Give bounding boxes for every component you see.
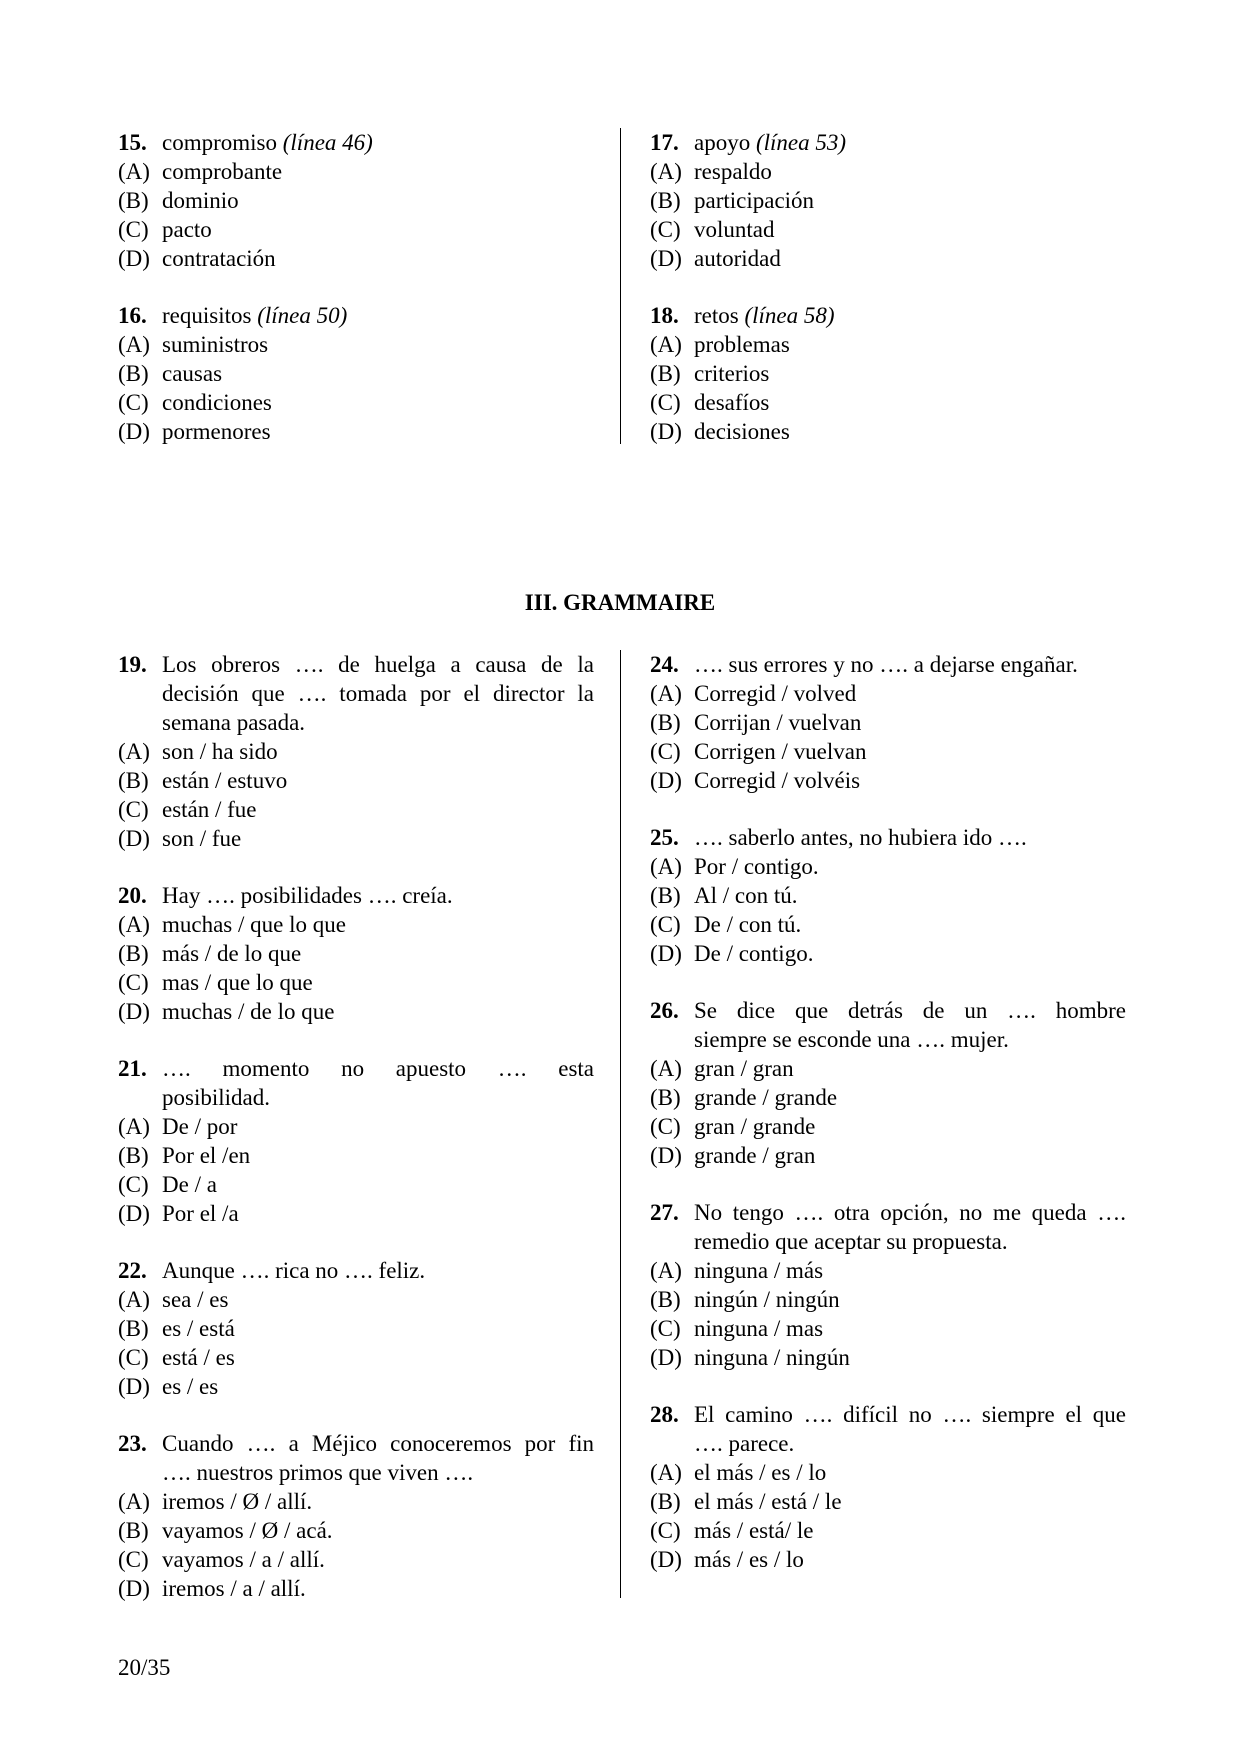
option-line — [650, 330, 1126, 359]
question-number: 28. — [650, 1402, 679, 1427]
option-line — [650, 881, 1126, 910]
option-text: gran / gran — [694, 1056, 794, 1081]
option-line — [650, 1343, 1126, 1372]
option-letter: (C) — [118, 797, 149, 822]
section-title: III. GRAMMAIRE — [524, 590, 716, 615]
question-text — [162, 128, 594, 157]
question-stem-line — [650, 1025, 1126, 1054]
option-text: iremos / Ø / allí. — [162, 1489, 313, 1514]
question-word: compromiso — [162, 130, 277, 155]
option-line — [650, 1083, 1126, 1112]
option-line — [118, 1545, 594, 1574]
option-text: ninguna / mas — [694, 1316, 824, 1341]
option-letter: (D) — [118, 419, 150, 444]
option-letter: (D) — [118, 1201, 150, 1226]
option-line — [118, 388, 594, 417]
option-letter: (C) — [118, 1345, 149, 1370]
question-text: Aunque …. rica no …. feliz. — [162, 1258, 426, 1283]
option-text: autoridad — [694, 246, 781, 271]
question-number: 22. — [118, 1258, 147, 1283]
option-line — [650, 1487, 1126, 1516]
question-stem-line — [650, 823, 1126, 852]
option-line — [118, 1372, 594, 1401]
option-line — [118, 1343, 594, 1372]
page-number: 20/35 — [118, 1655, 171, 1680]
option-letter: (A) — [118, 1489, 150, 1514]
option-line — [650, 852, 1126, 881]
option-text: más / de lo que — [162, 941, 302, 966]
option-letter: (D) — [650, 768, 682, 793]
option-text: grande / grande — [694, 1085, 838, 1110]
question-indent — [118, 679, 162, 708]
question-stem-line — [650, 650, 1126, 679]
option-line — [118, 1199, 594, 1228]
option-letter: (A) — [650, 854, 682, 879]
option-line — [118, 1574, 594, 1603]
question-stem — [118, 128, 594, 157]
question-indent — [118, 1083, 162, 1112]
question-text: …. momento no apuesto …. esta — [162, 1056, 594, 1081]
question-stem — [650, 128, 1126, 157]
option-letter: (D) — [650, 1143, 682, 1168]
option-line — [118, 330, 594, 359]
option-letter: (C) — [118, 217, 149, 242]
option-letter: (A) — [118, 332, 150, 357]
option-letter: (A) — [118, 739, 150, 764]
option-text: son / ha sido — [162, 739, 278, 764]
question-text: …. nuestros primos que viven …. — [162, 1460, 474, 1485]
question-indent — [118, 1458, 162, 1487]
option-letter: (B) — [118, 768, 149, 793]
question-text: posibilidad. — [162, 1085, 270, 1110]
question-stem-line — [118, 679, 594, 708]
question-indent — [650, 1227, 694, 1256]
option-line — [118, 359, 594, 388]
option-text: Al / con tú. — [694, 883, 798, 908]
option-text: participación — [694, 188, 815, 213]
question-indent — [118, 708, 162, 737]
question-stem-line — [650, 996, 1126, 1025]
option-line — [118, 968, 594, 997]
option-line — [118, 1170, 594, 1199]
question-block — [118, 881, 594, 1026]
option-letter: (B) — [650, 361, 681, 386]
option-line — [118, 244, 594, 273]
option-letter: (B) — [650, 1489, 681, 1514]
option-text: muchas / que lo que — [162, 912, 346, 937]
option-text: Corregid / volvéis — [694, 768, 861, 793]
option-line — [650, 1141, 1126, 1170]
option-letter: (C) — [118, 1547, 149, 1572]
option-text: vayamos / Ø / acá. — [162, 1518, 333, 1543]
grammar-left-column — [118, 650, 594, 1603]
option-letter: (C) — [650, 1316, 681, 1341]
option-line — [118, 997, 594, 1026]
question-number: 27. — [650, 1200, 679, 1225]
line-reference: (línea 50) — [257, 303, 348, 328]
option-line — [650, 1458, 1126, 1487]
question-indent — [650, 1429, 694, 1458]
option-line — [650, 766, 1126, 795]
option-letter: (B) — [650, 883, 681, 908]
option-line — [118, 1487, 594, 1516]
option-text: mas / que lo que — [162, 970, 313, 995]
question-text: Se dice que detrás de un …. hombre — [694, 998, 1126, 1023]
option-line — [650, 737, 1126, 766]
vocab-left-column — [118, 128, 594, 446]
option-text: De / contigo. — [694, 941, 814, 966]
option-text: Por el /a — [162, 1201, 239, 1226]
question-word: apoyo — [694, 130, 751, 155]
question-block — [650, 1198, 1126, 1372]
option-line — [650, 215, 1126, 244]
option-line — [650, 244, 1126, 273]
question-text: No tengo …. otra opción, no me queda …. — [694, 1200, 1126, 1225]
option-line — [118, 1285, 594, 1314]
option-line — [650, 417, 1126, 446]
option-text: decisiones — [694, 419, 790, 444]
question-text: El camino …. difícil no …. siempre el que — [694, 1402, 1126, 1427]
option-text: ninguna / más — [694, 1258, 824, 1283]
grammar-right-column — [650, 650, 1126, 1574]
option-text: iremos / a / allí. — [162, 1576, 306, 1601]
option-text: más / es / lo — [694, 1547, 804, 1572]
question-stem — [118, 301, 594, 330]
option-letter: (C) — [118, 970, 149, 995]
option-text: están / fue — [162, 797, 257, 822]
option-line — [650, 708, 1126, 737]
option-line — [118, 1516, 594, 1545]
option-line — [118, 824, 594, 853]
question-indent — [650, 1025, 694, 1054]
option-letter: (C) — [650, 739, 681, 764]
option-text: ninguna / ningún — [694, 1345, 850, 1370]
option-letter: (B) — [118, 361, 149, 386]
question-number: 16. — [118, 303, 147, 328]
question-stem-line — [650, 1227, 1126, 1256]
question-block — [118, 650, 594, 853]
question-stem-line — [118, 650, 594, 679]
question-stem-line — [118, 881, 594, 910]
option-letter: (A) — [650, 332, 682, 357]
option-letter: (A) — [118, 912, 150, 937]
option-line — [650, 1516, 1126, 1545]
question-block — [650, 996, 1126, 1170]
option-line — [650, 1256, 1126, 1285]
question-word: requisitos — [162, 303, 252, 328]
question-word: retos — [694, 303, 739, 328]
option-text: criterios — [694, 361, 770, 386]
option-letter: (B) — [118, 1316, 149, 1341]
option-text: dominio — [162, 188, 239, 213]
question-number: 23. — [118, 1431, 147, 1456]
question-text: Los obreros …. de huelga a causa de la — [162, 652, 594, 677]
option-line — [650, 939, 1126, 968]
question-number: 25. — [650, 825, 679, 850]
option-text: el más / está / le — [694, 1489, 842, 1514]
option-line — [118, 939, 594, 968]
option-letter: (D) — [650, 419, 682, 444]
option-letter: (B) — [118, 1143, 149, 1168]
option-text: comprobante — [162, 159, 283, 184]
question-stem-line — [118, 708, 594, 737]
vocab-right-column — [650, 128, 1126, 446]
question-text: …. parece. — [694, 1431, 795, 1456]
vocab-column-divider — [620, 128, 621, 444]
option-letter: (D) — [118, 999, 150, 1024]
option-letter: (B) — [650, 710, 681, 735]
question-block — [650, 823, 1126, 968]
option-line — [650, 1112, 1126, 1141]
option-line — [118, 1314, 594, 1343]
question-text: remedio que aceptar su propuesta. — [694, 1229, 1008, 1254]
option-letter: (D) — [118, 1374, 150, 1399]
option-letter: (A) — [118, 1287, 150, 1312]
line-reference: (línea 58) — [744, 303, 835, 328]
option-line — [118, 157, 594, 186]
option-text: condiciones — [162, 390, 272, 415]
option-line — [118, 417, 594, 446]
option-text: contratación — [162, 246, 276, 271]
question-block — [118, 1054, 594, 1228]
question-stem-line — [118, 1256, 594, 1285]
question-number: 17. — [650, 130, 679, 155]
option-letter: (A) — [650, 1056, 682, 1081]
option-letter: (B) — [650, 1085, 681, 1110]
question-number: 20. — [118, 883, 147, 908]
question-stem — [650, 301, 1126, 330]
question-text: …. sus errores y no …. a dejarse engañar. — [694, 652, 1078, 677]
option-letter: (D) — [118, 246, 150, 271]
option-letter: (B) — [118, 1518, 149, 1543]
question-number: 19. — [118, 652, 147, 677]
option-line — [118, 186, 594, 215]
option-letter: (D) — [650, 1345, 682, 1370]
option-text: es / está — [162, 1316, 235, 1341]
question-number: 15. — [118, 130, 147, 155]
option-letter: (C) — [650, 1114, 681, 1139]
option-letter: (C) — [650, 217, 681, 242]
question-block — [650, 1400, 1126, 1574]
option-text: Por / contigo. — [694, 854, 819, 879]
option-text: vayamos / a / allí. — [162, 1547, 325, 1572]
option-letter: (D) — [650, 941, 682, 966]
question-text — [694, 301, 1126, 330]
question-block — [118, 1256, 594, 1401]
question-text: Cuando …. a Méjico conoceremos por fin — [162, 1431, 594, 1456]
question-number: 24. — [650, 652, 679, 677]
question-block — [118, 1429, 594, 1603]
question-block — [650, 128, 1126, 273]
question-number: 21. — [118, 1056, 147, 1081]
option-line — [650, 1054, 1126, 1083]
option-text: gran / grande — [694, 1114, 816, 1139]
option-text: sea / es — [162, 1287, 229, 1312]
option-line — [650, 186, 1126, 215]
option-text: grande / gran — [694, 1143, 816, 1168]
option-letter: (A) — [118, 1114, 150, 1139]
option-letter: (C) — [650, 390, 681, 415]
question-text: semana pasada. — [162, 710, 306, 735]
question-stem-line — [118, 1458, 594, 1487]
option-line — [118, 795, 594, 824]
option-text: De / a — [162, 1172, 217, 1197]
question-stem-line — [118, 1083, 594, 1112]
question-number: 26. — [650, 998, 679, 1023]
question-stem-line — [650, 1400, 1126, 1429]
option-text: Corregid / volved — [694, 681, 857, 706]
question-text: decisión que …. tomada por el director la — [162, 681, 594, 706]
question-stem-line — [650, 1198, 1126, 1227]
question-text: Hay …. posibilidades …. creía. — [162, 883, 453, 908]
question-text — [694, 128, 1126, 157]
grammar-column-divider — [620, 650, 621, 1598]
option-line — [650, 910, 1126, 939]
option-line — [118, 737, 594, 766]
option-letter: (A) — [650, 1460, 682, 1485]
option-line — [650, 679, 1126, 708]
option-text: más / está/ le — [694, 1518, 814, 1543]
line-reference: (línea 46) — [282, 130, 373, 155]
option-text: De / por — [162, 1114, 238, 1139]
option-text: pormenores — [162, 419, 271, 444]
option-text: Corrijan / vuelvan — [694, 710, 862, 735]
option-text: suministros — [162, 332, 269, 357]
option-line — [650, 157, 1126, 186]
option-text: Corrigen / vuelvan — [694, 739, 867, 764]
option-text: Por el /en — [162, 1143, 251, 1168]
option-text: el más / es / lo — [694, 1460, 827, 1485]
option-line — [118, 910, 594, 939]
option-letter: (B) — [118, 188, 149, 213]
option-letter: (D) — [650, 246, 682, 271]
question-stem-line — [118, 1054, 594, 1083]
question-text: siempre se esconde una …. mujer. — [694, 1027, 1009, 1052]
question-stem-line — [650, 1429, 1126, 1458]
option-line — [650, 1545, 1126, 1574]
option-text: son / fue — [162, 826, 242, 851]
question-block — [650, 650, 1126, 795]
option-line — [118, 1141, 594, 1170]
option-line — [118, 766, 594, 795]
option-line — [650, 1314, 1126, 1343]
option-line — [650, 1285, 1126, 1314]
option-text: está / es — [162, 1345, 235, 1370]
option-letter: (B) — [650, 188, 681, 213]
option-text: muchas / de lo que — [162, 999, 335, 1024]
option-letter: (A) — [118, 159, 150, 184]
option-letter: (B) — [650, 1287, 681, 1312]
question-block — [118, 128, 594, 273]
question-block — [650, 301, 1126, 446]
option-text: problemas — [694, 332, 790, 357]
line-reference: (línea 53) — [755, 130, 847, 155]
option-letter: (A) — [650, 1258, 682, 1283]
question-number: 18. — [650, 303, 679, 328]
option-text: están / estuvo — [162, 768, 288, 793]
option-text: voluntad — [694, 217, 775, 242]
question-text: …. saberlo antes, no hubiera ido …. — [694, 825, 1027, 850]
option-letter: (D) — [118, 1576, 150, 1601]
question-block — [118, 301, 594, 446]
option-text: desafíos — [694, 390, 770, 415]
option-line — [650, 388, 1126, 417]
option-letter: (C) — [118, 390, 149, 415]
option-text: causas — [162, 361, 223, 386]
question-stem-line — [118, 1429, 594, 1458]
option-letter: (C) — [650, 912, 681, 937]
option-letter: (C) — [650, 1518, 681, 1543]
option-line — [650, 359, 1126, 388]
option-text: respaldo — [694, 159, 772, 184]
option-letter: (C) — [118, 1172, 149, 1197]
option-line — [118, 215, 594, 244]
option-letter: (A) — [650, 681, 682, 706]
option-text: De / con tú. — [694, 912, 802, 937]
option-letter: (B) — [118, 941, 149, 966]
option-letter: (A) — [650, 159, 682, 184]
option-text: ningún / ningún — [694, 1287, 840, 1312]
option-text: pacto — [162, 217, 212, 242]
option-text: es / es — [162, 1374, 219, 1399]
option-line — [118, 1112, 594, 1141]
option-letter: (D) — [650, 1547, 682, 1572]
option-letter: (D) — [118, 826, 150, 851]
question-text — [162, 301, 594, 330]
